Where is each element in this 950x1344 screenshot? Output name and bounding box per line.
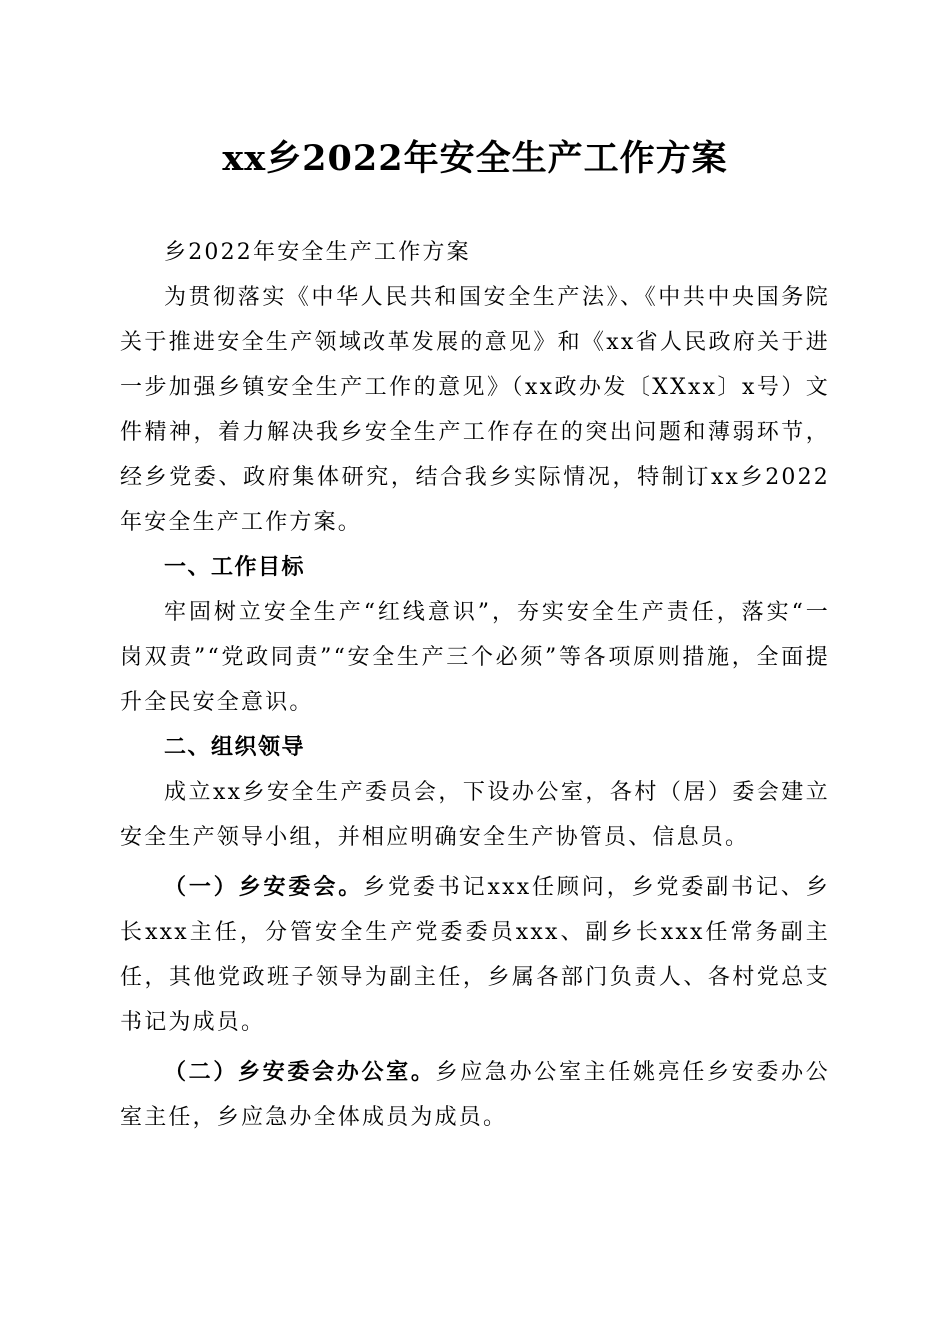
item-1-text: 乡党委书记xxx任顾问，乡党委副书记、乡长xxx主任，分管安全生产党委委员xxx、副乡长xxx任常务副主任，其他党政班子领导为副主任，乡属各部门负责人、各村党总支书记为成员。 bbox=[120, 875, 830, 1035]
document-body bbox=[120, 230, 830, 1140]
section-1-paragraph: 牢固树立安全生产“红线意识”，夯实安全生产责任，落实“一岗双责”“党政同责”“安全生产三个必须”等各项原则措施，全面提升全民安全意识。 bbox=[120, 600, 830, 715]
section-1-heading: 一、工作目标 bbox=[164, 555, 306, 580]
document-subtitle: 乡2022年安全生产工作方案 bbox=[164, 240, 471, 265]
section-2-heading: 二、组织领导 bbox=[164, 735, 306, 760]
document-title: xx乡2022年安全生产工作方案 bbox=[222, 138, 728, 179]
intro-paragraph: 为贯彻落实《中华人民共和国安全生产法》、《中共中央国务院关于推进安全生产领域改革发展的意见》和《xx省人民政府关于进一步加强乡镇安全生产工作的意见》（xx政办发〔XXxx〕x号）文件精神，着力解决我乡安全生产工作存在的突出问题和薄弱环节，经乡党委、政府集体研究，结合我乡实际情况，特制订xx乡2022年安全生产工作方案。 bbox=[120, 285, 830, 535]
section-2-item-2 bbox=[120, 1050, 830, 1140]
item-1-lead: （一）乡安委会。 bbox=[164, 874, 364, 900]
item-2-lead: （二）乡安委会办公室。 bbox=[164, 1059, 436, 1085]
section-2-item-1 bbox=[120, 865, 830, 1045]
section-2-paragraph: 成立xx乡安全生产委员会，下设办公室，各村（居）委会建立安全生产领导小组，并相应明确安全生产协管员、信息员。 bbox=[120, 780, 830, 850]
item-2-text: 乡应急办公室主任姚亮任乡安委办公室主任，乡应急办全体成员为成员。 bbox=[120, 1060, 830, 1130]
